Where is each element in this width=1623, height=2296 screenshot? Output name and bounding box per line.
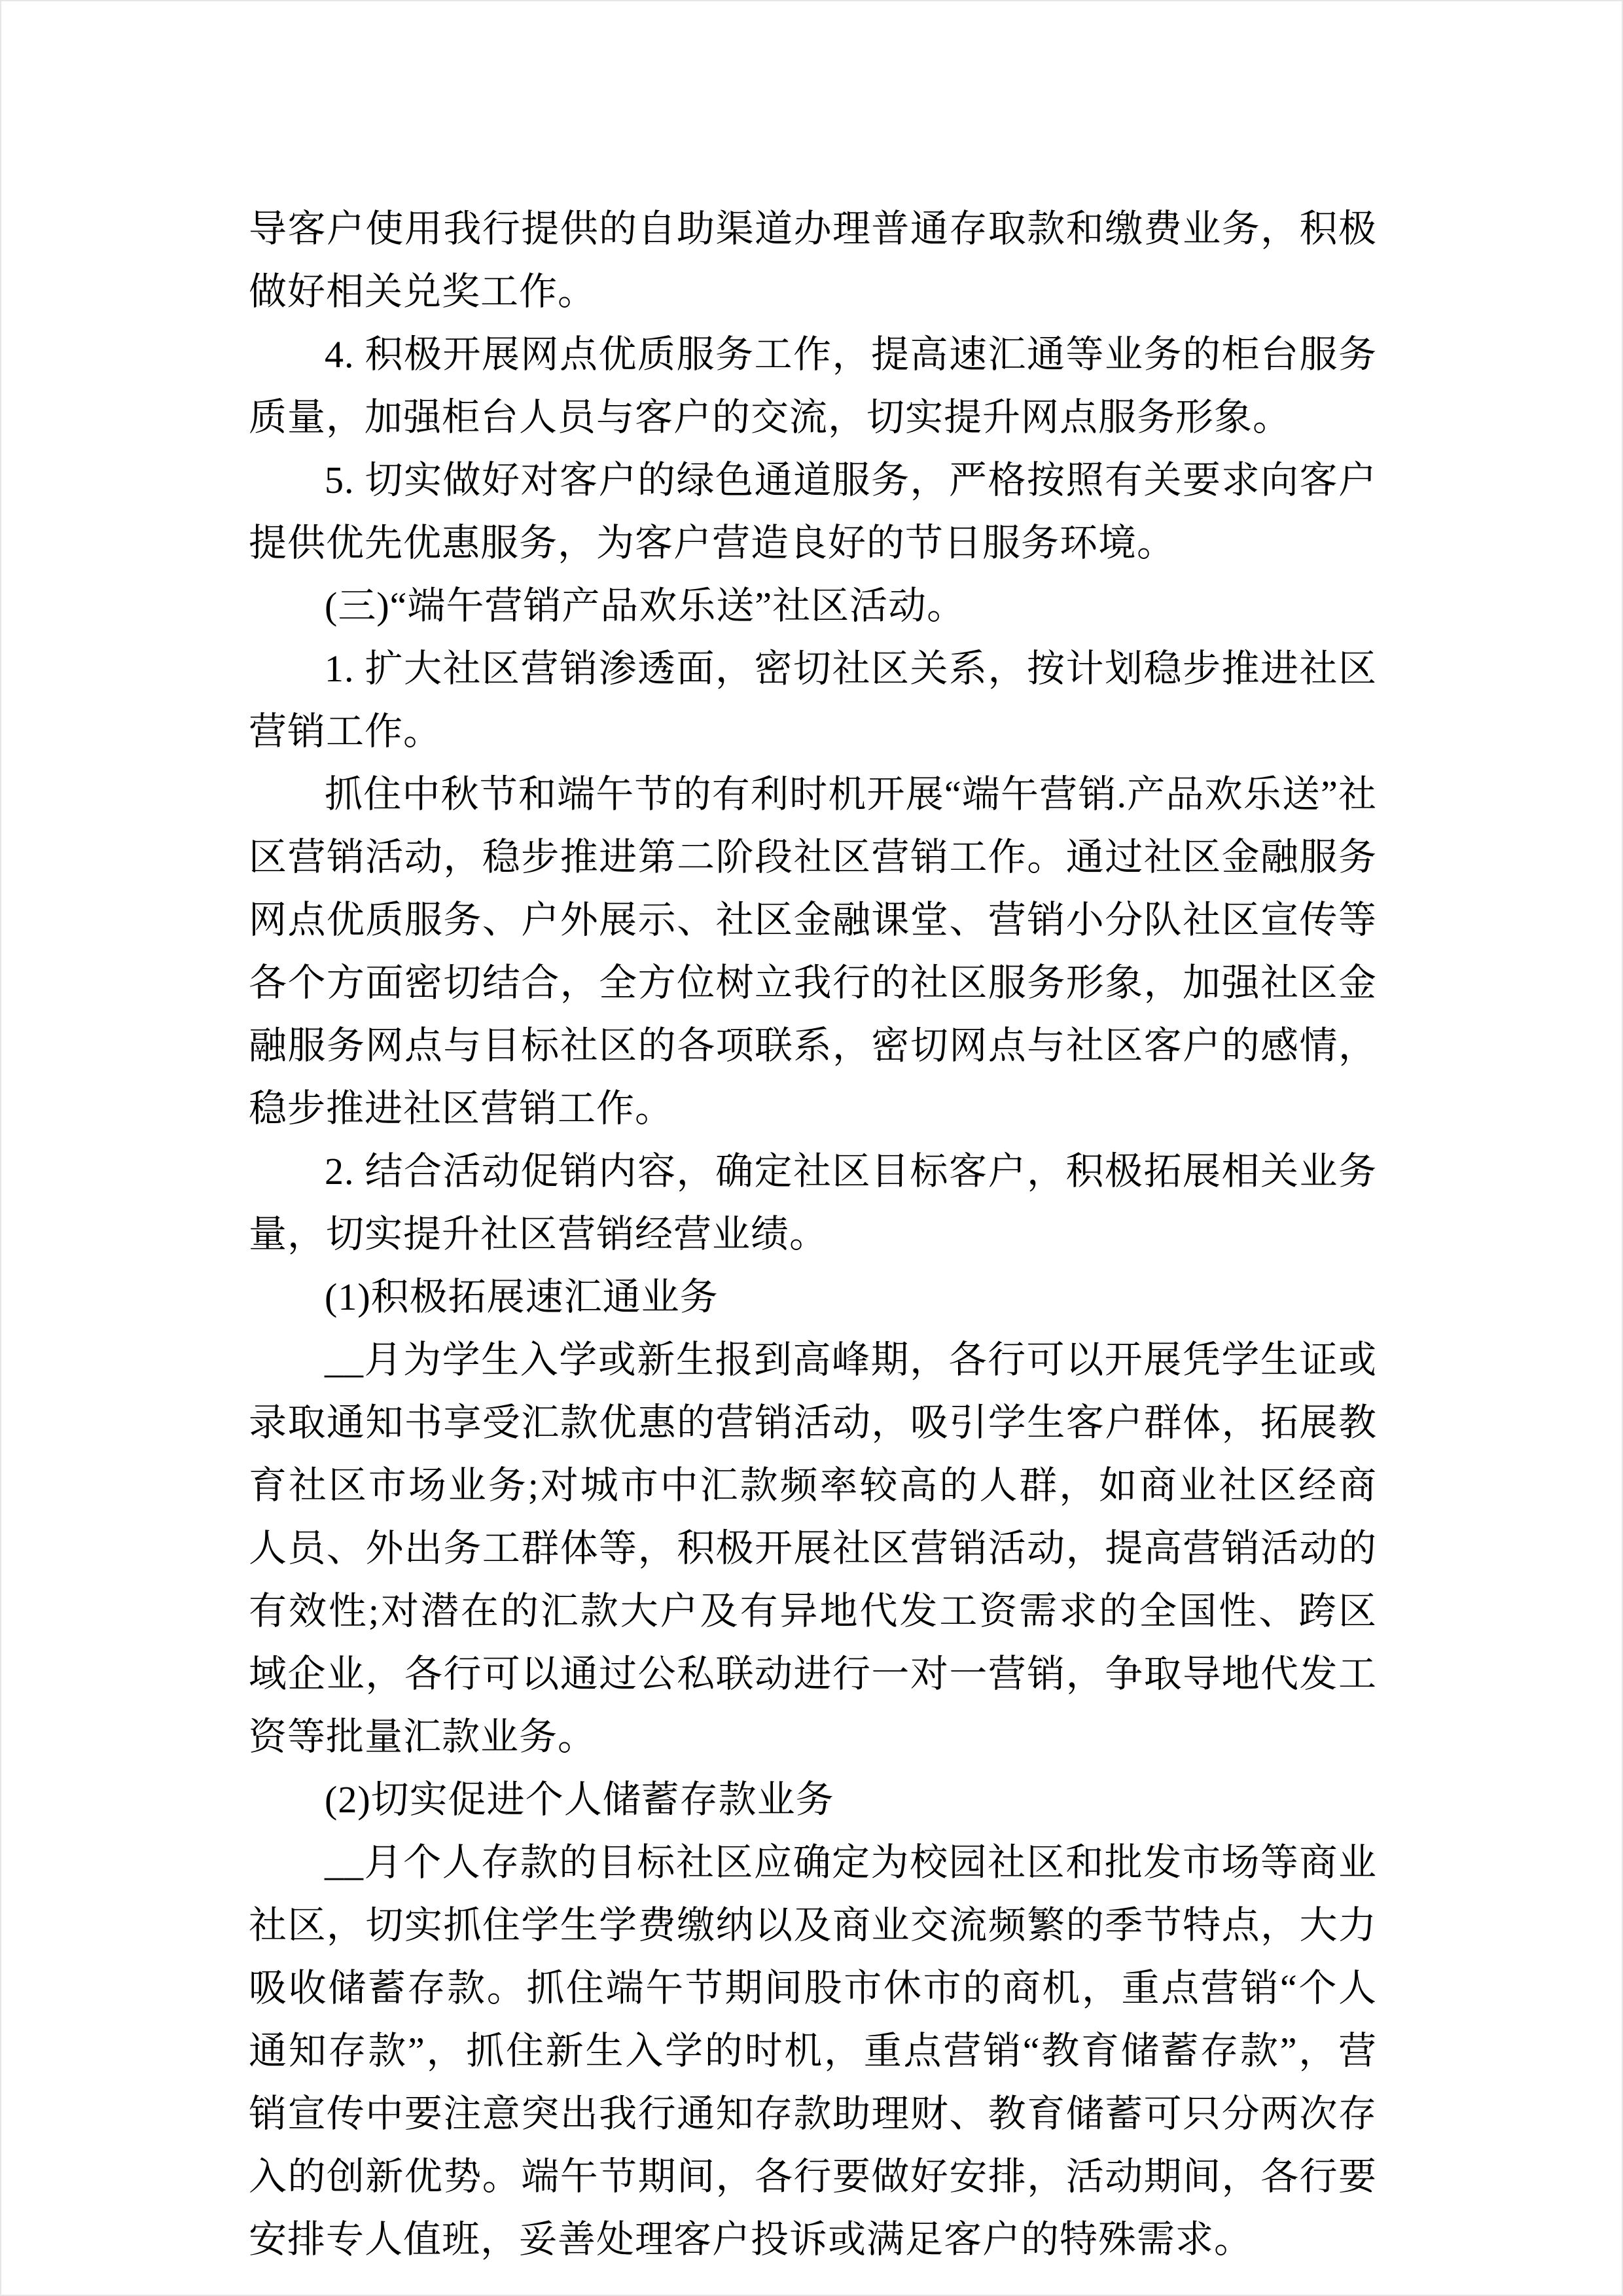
paragraph: (1)积极拓展速汇通业务 (325, 1276, 719, 1318)
paragraph: 2. 结合活动促销内容，确定社区目标客户，积极拓展相关业务量，切实提升社区营销经营业绩。 (249, 1150, 1377, 1255)
paragraph: 4. 积极开展网点优质服务工作，提高速汇通等业务的柜台服务质量，加强柜台人员与客户的交流，切实提升网点服务形象。 (249, 333, 1377, 439)
document-body (249, 198, 1377, 2271)
paragraph: 抓住中秋节和端午节的有利时机开展“端午营销.产品欢乐送”社区营销活动，稳步推进第二阶段社区营销工作。通过社区金融服务网点优质服务、户外展示、社区金融课堂、营销小分队社区宣传等各个方面密切结合，全方位树立我行的社区服务形象，加强社区金融服务网点与目标社区的各项联系，密切网点与社区客户的感情，稳步推进社区营销工作。 (249, 773, 1377, 1130)
paragraph: __月为学生入学或新生报到高峰期，各行可以开展凭学生证或录取通知书享受汇款优惠的营销活动，吸引学生客户群体，拓展教育社区市场业务;对城市中汇款频率较高的人群，如商业社区经商人员、外出务工群体等，积极开展社区营销活动，提高营销活动的有效性;对潜在的汇款大户及有异地代发工资需求的全国性、跨区域企业，各行可以通过公私联动进行一对一营销，争取导地代发工资等批量汇款业务。 (249, 1338, 1377, 1758)
paragraph: 5. 切实做好对客户的绿色通道服务，严格按照有关要求向客户提供优先优惠服务，为客户营造良好的节日服务环境。 (249, 459, 1377, 564)
paragraph: __月个人存款的目标社区应确定为校园社区和批发市场等商业社区，切实抓住学生学费缴纳以及商业交流频繁的季节特点，大力吸收储蓄存款。抓住端午节期间股市休市的商机，重点营销“个人通知存款”，抓住新生入学的时机，重点营销“教育储蓄存款”，营销宣传中要注意突出我行通知存款助理财、教育储蓄可只分两次存入的创新优势。端午节期间，各行要做好安排，活动期间，各行要安排专人值班，妥善处理客户投诉或满足客户的特殊需求。 (249, 1841, 1377, 2261)
paragraph: (2)切实促进个人储蓄存款业务 (325, 1778, 834, 1821)
paragraph: 导客户使用我行提供的自助渠道办理普通存取款和缴费业务，积极做好相关兑奖工作。 (249, 207, 1377, 313)
paragraph: 1. 扩大社区营销渗透面，密切社区关系，按计划稳步推进社区营销工作。 (249, 647, 1377, 753)
paragraph: (三)“端午营销产品欢乐送”社区活动。 (325, 584, 966, 627)
